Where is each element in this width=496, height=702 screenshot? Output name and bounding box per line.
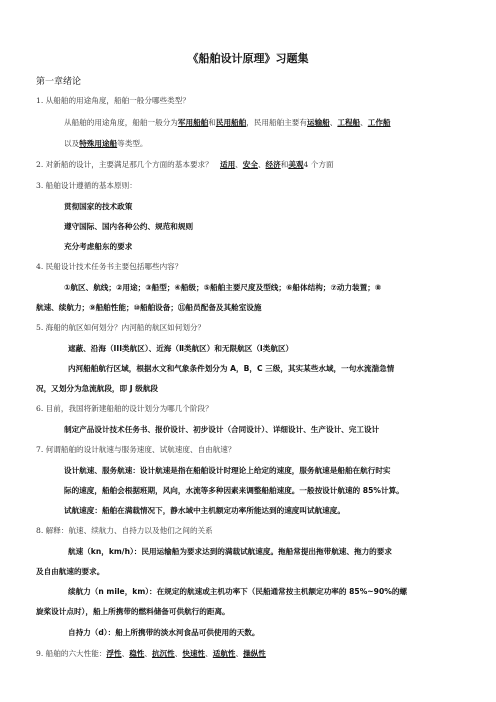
answer-5-line-2: 内河船舶航行区域，根据水文和气象条件划分为 A，B，C 三级，其实某些水域，一句水流湍急情 xyxy=(68,364,395,373)
answer-4-line-1: ①航区、航线；②用途；③船型；④船级；⑤船舶主要尺度及型线；⑥船体结构；⑦动力装置；⑧ xyxy=(64,283,382,292)
answer-8-line-1: 航速（kn，km/h）：民用运输船为要求达到的满载试航速度。拖船常提出拖带航速、拖力的要求 xyxy=(68,547,392,556)
answer-5-line-3: 况，又划分为急流航段，即 J 级航段 xyxy=(36,384,159,393)
question-8: 8. 解释：航速、续航力、自持力以及他们之间的关系 xyxy=(36,526,213,535)
answer-7-line-1: 设计航速、服务航速：设计航速是指在船舶设计时理论上给定的速度，服务航速是船舶在航行时实 xyxy=(64,466,391,475)
term-civil: 民用船舶 xyxy=(215,118,247,127)
answer-5-line-1: 遮蔽、沿海（III类航区）、近海（Ⅱ类航区）和无限航区（Ⅰ类航区） xyxy=(68,344,294,353)
answer-7-line-2: 际的速度，船舶会根据班期，风向，水流等多种因素来调整船舶速度。一般按设计航速的 85%计算。 xyxy=(64,486,404,495)
question-1: 1. 从船舶的用途角度，船舶一般分哪些类型？ xyxy=(36,96,190,105)
question-9: 9. 船舶的六大性能：浮性、稳性、抗沉性、快速性、适航性、操纵性 xyxy=(36,649,266,658)
answer-3-line-3: 充分考虑船东的要求 xyxy=(64,242,133,251)
answer-8-line-2: 及自由航速的要求。 xyxy=(36,567,105,576)
term-engineering: 工程船 xyxy=(337,118,361,127)
term-special: 特殊用途船 xyxy=(79,139,118,148)
answer-8-line-3: 续航力（n mile，km）：在规定的航速或主机功率下（民船通常按主机额定功率的 85%~90%的螺 xyxy=(68,587,408,596)
question-4: 4. 民船设计技术任务书主要包括哪些内容？ xyxy=(36,262,183,271)
question-2: 2. 对新船的设计，主要满足那几个方面的基本要求？ 适用、安全、经济和美观4 个方面 xyxy=(36,160,334,169)
question-3: 3. 船舶设计遵循的基本原则： xyxy=(36,181,137,190)
answer-6-line-1: 制定产品设计技术任务书、报价设计、初步设计（合同设计）、详细设计、生产设计、完工设计 xyxy=(64,425,380,434)
answer-8-line-4: 旋桨设计点时），船上所携带的燃料储备可供航行的距离。 xyxy=(36,607,230,616)
term-transport: 运输船 xyxy=(307,118,330,127)
chapter-heading: 第一章绪论 xyxy=(36,77,82,87)
document-title: 《船舶设计原理》习题集 xyxy=(187,52,309,65)
question-7: 7. 何谓船舶的设计航速与服务速度、试航速度、自由航速？ xyxy=(36,445,236,454)
answer-1-line-1: 从船舶的用途角度，船舶一般分为军用船舶和民用船舶，民用船舶主要有运输船、工程船、工作船 xyxy=(64,118,391,127)
answer-7-line-3: 试航速度：船舶在满载情况下，静水域中主机额定功率所能达到的速度叫试航速度。 xyxy=(64,506,345,515)
question-6: 6. 目前，我国将新建船舶的设计划分为哪几个阶段？ xyxy=(36,404,213,413)
answer-1-line-2: 以及特殊用途船等类型。 xyxy=(64,139,148,148)
term-military: 军用船舶 xyxy=(177,118,209,127)
answer-4-line-2: 航速、续航力；⑨船舶性能；⑩船舶设备；⑪船员配备及其舱室设施 xyxy=(36,303,262,312)
answer-3-line-2: 遵守国际、国内各种公约、规范和规则 xyxy=(64,222,194,231)
question-5: 5. 海船的航区如何划分？内河船的航区如何划分？ xyxy=(36,323,206,332)
answer-3-line-1: 贯彻国家的技术政策 xyxy=(64,202,133,211)
term-work-ship: 工作船 xyxy=(367,118,391,127)
answer-8-line-5: 自持力（d）：船上所携带的淡水河食品可供使用的天数。 xyxy=(68,628,260,637)
